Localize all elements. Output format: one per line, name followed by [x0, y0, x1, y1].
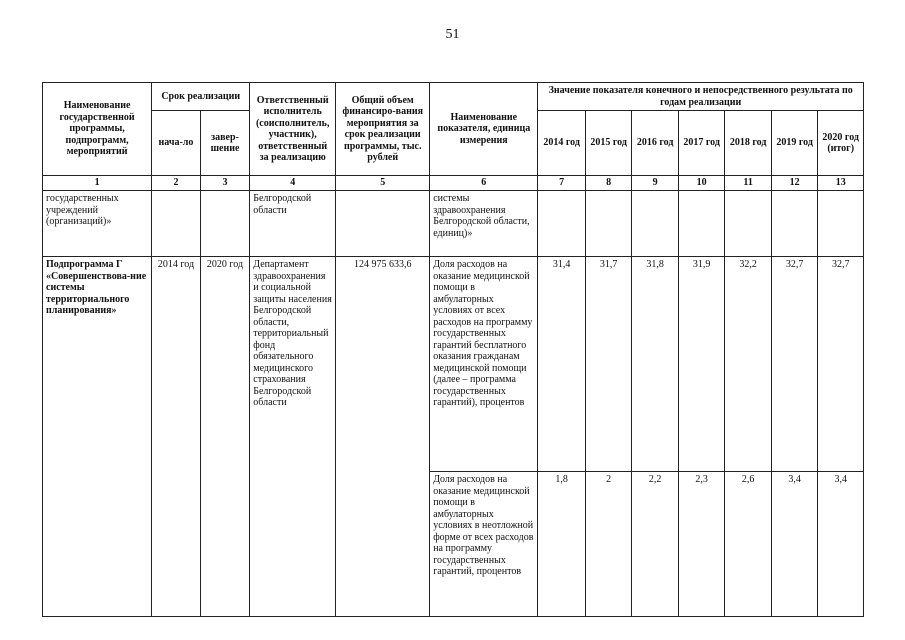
column-number: 3	[200, 176, 250, 191]
indicator-name: Доля расходов на оказание медицинской помощи в амбулаторных условиях в неотложной форме от всех расходов на программу государственных гарантий, процентов	[430, 472, 538, 617]
column-number-row	[43, 176, 864, 191]
indicator-value: 2,3	[678, 472, 725, 617]
indicator-value: 2,2	[632, 472, 679, 617]
indicator-value: 32,7	[818, 257, 864, 472]
header-year: 2019 год	[771, 111, 818, 176]
column-number: 10	[678, 176, 725, 191]
continuation-indicator: системы здравоохранения Белгородской области, единиц)»	[430, 191, 538, 257]
subprogram-responsible: Департамент здравоохранения и социальной защиты населения Белгородской области, территориальный фонд обязательного медицинского страхования Белгородской области	[250, 257, 336, 617]
header-year: 2014 год	[538, 111, 586, 176]
indicator-value: 31,8	[632, 257, 679, 472]
indicator-value: 2,6	[725, 472, 772, 617]
subprogram-name: Подпрограмма Г «Совершенствова-ние системы территориального планирования»	[43, 257, 152, 617]
subprogram-row	[43, 257, 864, 472]
header-program-name: Наименование государственной программы, подпрограмм, мероприятий	[43, 83, 152, 176]
indicator-value: 3,4	[818, 472, 864, 617]
indicator-value: 31,7	[585, 257, 632, 472]
header-indicator-values: Значение показателя конечного и непосредственного результата по годам реализации	[538, 83, 864, 111]
column-number: 6	[430, 176, 538, 191]
column-number: 4	[250, 176, 336, 191]
subprogram-total: 124 975 633,6	[336, 257, 430, 617]
subprogram-end: 2020 год	[200, 257, 250, 617]
column-number: 11	[725, 176, 772, 191]
indicator-value: 31,9	[678, 257, 725, 472]
indicator-name: Доля расходов на оказание медицинской помощи в амбулаторных условиях от всех расходов на программу государственных гарантий бесплатного оказания гражданам медицинской помощи (далее – программа государственных гарантий), процентов	[430, 257, 538, 472]
header-responsible: Ответственный исполнитель (соисполнитель, участник), ответственный за реализацию	[250, 83, 336, 176]
header-term: Срок реализации	[152, 83, 250, 111]
header-year: 2020 год (итог)	[818, 111, 864, 176]
column-number: 8	[585, 176, 632, 191]
column-number: 9	[632, 176, 679, 191]
column-number: 5	[336, 176, 430, 191]
indicator-value: 32,7	[771, 257, 818, 472]
indicator-value: 1,8	[538, 472, 586, 617]
header-year: 2015 год	[585, 111, 632, 176]
header-total-volume: Общий объем финансиро-вания мероприятия за срок реализации программы, тыс. рублей	[336, 83, 430, 176]
indicator-value: 2	[585, 472, 632, 617]
continuation-row	[43, 191, 864, 257]
indicator-value: 31,4	[538, 257, 586, 472]
header-row	[43, 83, 864, 111]
header-term-end: завер-шение	[200, 111, 250, 176]
column-number: 12	[771, 176, 818, 191]
header-indicator-name: Наименование показателя, единица измерения	[430, 83, 538, 176]
continuation-name: государственных учреждений (организаций)»	[43, 191, 152, 257]
column-number: 1	[43, 176, 152, 191]
header-term-start: нача-ло	[152, 111, 201, 176]
header-year: 2017 год	[678, 111, 725, 176]
header-year: 2018 год	[725, 111, 772, 176]
indicator-value: 32,2	[725, 257, 772, 472]
program-table	[42, 82, 864, 617]
column-number: 7	[538, 176, 586, 191]
page-number: 51	[445, 27, 460, 42]
column-number: 2	[152, 176, 201, 191]
continuation-responsible: Белгородской области	[250, 191, 336, 257]
column-number: 13	[818, 176, 864, 191]
indicator-value: 3,4	[771, 472, 818, 617]
subprogram-start: 2014 год	[152, 257, 201, 617]
header-year: 2016 год	[632, 111, 679, 176]
